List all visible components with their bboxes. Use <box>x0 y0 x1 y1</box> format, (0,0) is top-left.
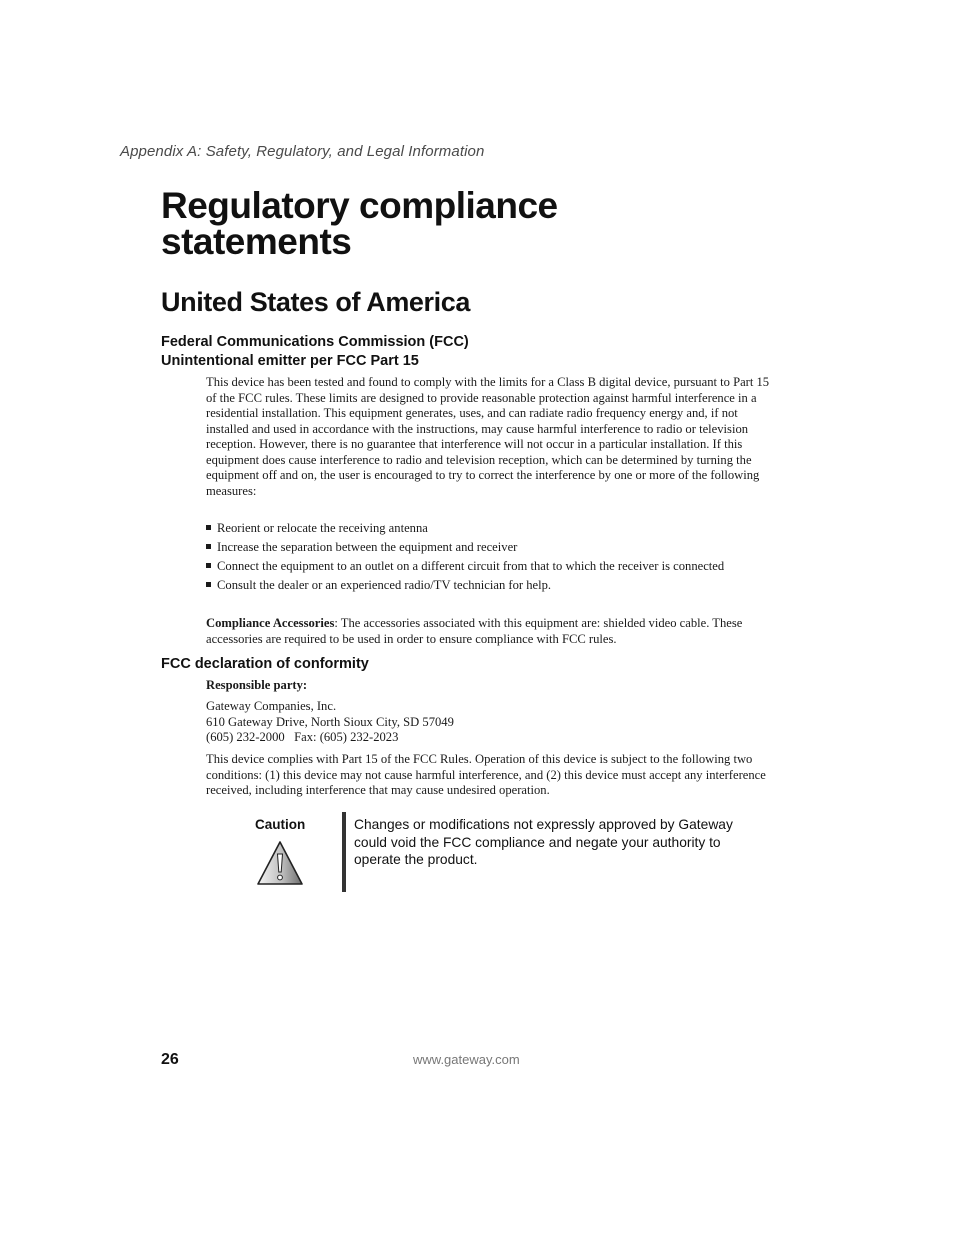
fcc-heading-line2: Unintentional emitter per FCC Part 15 <box>161 353 419 369</box>
page-title: Regulatory compliance statements <box>161 185 558 262</box>
fcc-intro-block <box>206 375 774 499</box>
fcc-heading-line1: Federal Communications Commission (FCC) <box>161 334 469 350</box>
company-contact <box>206 730 776 746</box>
conformity-statement-block <box>206 752 776 799</box>
bullet-square-icon <box>206 563 211 568</box>
compliance-accessories-paragraph <box>206 616 776 647</box>
bullet-square-icon <box>206 582 211 587</box>
compliance-accessories-block <box>206 616 776 647</box>
responsible-party-label-block <box>206 678 776 694</box>
caution-divider <box>342 812 346 892</box>
warning-triangle-icon <box>256 840 304 886</box>
list-item: Reorient or relocate the receiving antenna <box>206 521 746 537</box>
running-head: Appendix A: Safety, Regulatory, and Legal Information <box>120 143 485 160</box>
list-item: Consult the dealer or an experienced radio/TV technician for help. <box>206 578 746 594</box>
conformity-statement: This device complies with Part 15 of the FCC Rules. Operation of this device is subject to the following two conditions: (1) this device may not cause harmful interference, and (2) this device must accept any interference received, including interference that may cause undesired operation. <box>206 752 766 797</box>
fcc-intro-paragraph: This device has been tested and found to comply with the limits for a Class B digital device, pursuant to Part 15 of the FCC rules. These limits are designed to provide reasonable protection against harmful interference in a residential installation. This equipment generates, uses, and can radiate radio frequency energy and, if not installed and used in accordance with the instructions, may cause harmful interference to radio or television reception. However, there is no guarantee that interference will not occur in a particular installation. If this equipment does cause interference to radio and television reception, which can be determined by turning the equipment off and on, the user is encouraged to try to correct the interference by one or more of the following measures: <box>206 375 770 498</box>
company-name: Gateway Companies, Inc. <box>206 699 337 713</box>
interference-measures-list <box>206 521 746 597</box>
company-fax: Fax: (605) 232-2023 <box>294 730 399 744</box>
bullet-square-icon <box>206 525 211 530</box>
company-address: 610 Gateway Drive, North Sioux City, SD 57049 <box>206 714 454 729</box>
compliance-accessories-text: : The accessories associated with this equipment are: shielded video cable. These accessories are required to be used in order to ensure compliance with FCC rules. <box>206 616 743 646</box>
bullet-square-icon <box>206 544 211 549</box>
caution-label: Caution <box>255 817 306 832</box>
responsible-party-label: Responsible party: <box>206 678 308 692</box>
list-item: Connect the equipment to an outlet on a different circuit from that to which the receiver is connected <box>206 559 746 575</box>
company-phone: (605) 232-2000 <box>206 730 285 744</box>
list-item: Increase the separation between the equipment and receiver <box>206 540 746 556</box>
footer-url: www.gateway.com <box>413 1052 520 1067</box>
responsible-party-address <box>206 699 776 746</box>
declaration-heading: FCC declaration of conformity <box>161 656 369 672</box>
page-number: 26 <box>161 1051 179 1068</box>
section-title: United States of America <box>161 287 470 317</box>
caution-text: Changes or modifications not expressly approved by Gateway could void the FCC compliance and negate your authority to operate the product. <box>354 817 733 867</box>
compliance-accessories-label: Compliance Accessories <box>206 616 335 630</box>
